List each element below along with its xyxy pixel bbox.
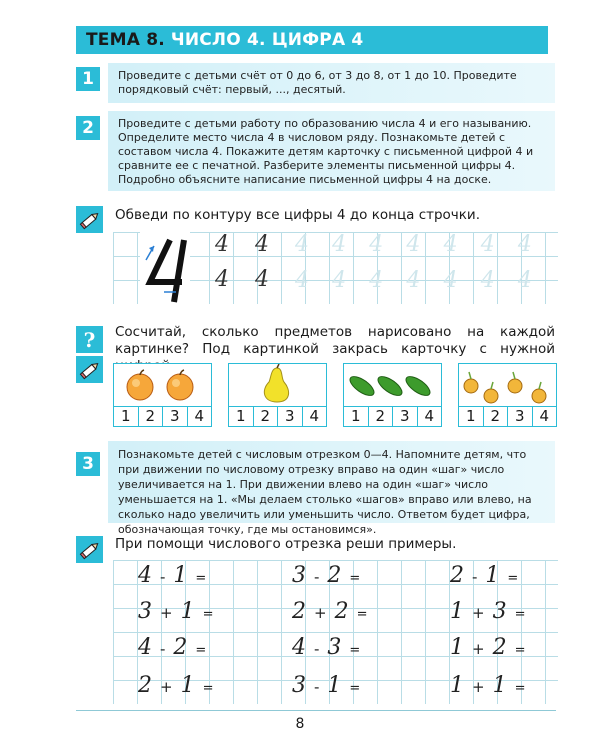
trace-digit[interactable]: 4 [332, 268, 347, 293]
trace-digit[interactable]: 4 [295, 232, 309, 257]
digit-card[interactable]: 4 [539, 407, 550, 425]
trace-digit[interactable]: 4 [443, 232, 458, 257]
digit-card[interactable]: 4 [424, 407, 435, 425]
example-operand: 1 [485, 563, 500, 588]
math-example[interactable] [138, 563, 206, 589]
example-equals: = [349, 681, 361, 696]
example-operand: 1 [180, 599, 195, 624]
trace-digit[interactable]: 4 [480, 232, 495, 257]
digit-card[interactable]: 2 [254, 407, 279, 426]
example-operator: + [472, 678, 485, 696]
example-operator: + [160, 678, 173, 696]
big-digit-four [140, 230, 190, 308]
digit-card[interactable]: 3 [393, 407, 418, 426]
example-operator: + [314, 604, 327, 622]
pear-icon [229, 364, 325, 406]
example-operand: 2 [292, 599, 306, 624]
math-example[interactable] [450, 673, 525, 699]
digit-cards-3[interactable] [343, 406, 442, 427]
digit-card[interactable]: 2 [484, 407, 509, 426]
example-operand: 1 [450, 673, 464, 698]
trace-digit[interactable]: 4 [406, 232, 421, 257]
example-operand: 2 [450, 563, 464, 588]
example-operator: + [160, 604, 173, 622]
number-line-instruction: При помощи числового отрезка реши примеры. [115, 536, 457, 552]
trace-digit[interactable]: 4 [406, 268, 421, 293]
digit-card[interactable]: 2 [139, 407, 164, 426]
example-operand: 4 [138, 635, 152, 660]
example-equals: = [514, 681, 526, 696]
pencil-icon [76, 356, 103, 383]
example-equals: = [195, 643, 207, 658]
example-operator: - [314, 568, 320, 586]
trace-digit[interactable]: 4 [480, 268, 495, 293]
topic-number: ТЕМА 8. [86, 30, 165, 50]
digit-card[interactable]: 3 [278, 407, 303, 426]
math-example[interactable] [450, 599, 525, 625]
example-operator: - [472, 568, 478, 586]
footer-line [76, 710, 556, 711]
example-operand: 2 [334, 599, 349, 624]
digit-card[interactable]: 4 [194, 407, 205, 425]
example-operand: 3 [327, 635, 342, 660]
example-equals: = [349, 571, 361, 586]
example-operand: 1 [450, 599, 464, 624]
pencil-icon [76, 536, 103, 563]
example-operand: 3 [138, 599, 152, 624]
trace-digit[interactable]: 4 [332, 232, 347, 257]
digit-card[interactable]: 3 [163, 407, 188, 426]
big-digit-box [140, 230, 190, 308]
note-number-1: 1 [76, 67, 100, 91]
trace-digit[interactable]: 4 [443, 268, 458, 293]
note-number-3: 3 [76, 452, 100, 476]
math-example[interactable] [292, 673, 360, 699]
example-equals: = [202, 681, 214, 696]
example-operand: 4 [292, 635, 306, 660]
apple-icons [114, 364, 210, 406]
cucumber-icons [344, 364, 440, 406]
math-example[interactable] [292, 563, 360, 589]
sample-digit-3: 4 [215, 267, 229, 292]
digit-card[interactable]: 1 [114, 407, 139, 426]
example-operand: 2 [138, 673, 152, 698]
math-example[interactable] [292, 599, 367, 625]
onion-icons [459, 364, 555, 406]
example-operand: 1 [327, 673, 342, 698]
trace-digit[interactable]: 4 [369, 232, 384, 257]
trace-instruction: Обведи по контуру все цифры 4 до конца строчки. [115, 207, 481, 223]
example-equals: = [356, 607, 368, 622]
trace-digit[interactable]: 4 [295, 268, 309, 293]
digit-card[interactable]: 1 [459, 407, 484, 426]
example-operand: 1 [492, 673, 507, 698]
digit-cards-4[interactable] [458, 406, 557, 427]
digit-card[interactable]: 3 [508, 407, 533, 426]
example-equals: = [202, 607, 214, 622]
math-example[interactable] [450, 635, 525, 661]
digit-cards-2[interactable] [228, 406, 327, 427]
example-operator: - [160, 568, 166, 586]
example-operand: 3 [292, 563, 306, 588]
digit-card[interactable]: 4 [309, 407, 320, 425]
example-equals: = [195, 571, 207, 586]
math-example[interactable] [138, 673, 213, 699]
count-instruction: Сосчитай, сколько предметов нарисовано на каждой картинке? Под картинкой закрась карточку с нужной [115, 324, 555, 357]
digit-cards-1[interactable] [113, 406, 212, 427]
example-operator: - [160, 640, 166, 658]
sample-digit-2: 4 [255, 232, 269, 257]
example-equals: = [514, 607, 526, 622]
teacher-note-1: Проведите с детьми счёт от 0 до 6, от 3 до 8, от 1 до 10. Проведите порядковый счёт: первый, ..., десятый. [108, 63, 555, 103]
example-operand: 1 [450, 635, 464, 660]
trace-digit[interactable]: 4 [517, 268, 532, 293]
note-number-2: 2 [76, 116, 100, 140]
teacher-note-3: Познакомьте детей с числовым отрезком 0—4. Напомните детям, что при движении по числовому отрезку вправо на один «шаг» число увеличивается на 1. При движении влево на один «шаг» число уменьшается на 1. «Мы делаем столько «шагов» вправо или влево, на сколько надо увеличить или уменьшить число. Ответом будет цифра, обозначающая точку, где мы остановимся». [108, 441, 555, 523]
math-example[interactable] [450, 563, 518, 589]
question-icon: ? [76, 326, 103, 353]
example-operand: 1 [180, 673, 195, 698]
topic-header [76, 26, 548, 54]
trace-digit[interactable]: 4 [517, 232, 532, 257]
example-equals: = [349, 643, 361, 658]
example-operand: 2 [492, 635, 507, 660]
example-operand: 2 [173, 635, 188, 660]
digit-card[interactable]: 1 [344, 407, 369, 426]
digit-card[interactable]: 1 [229, 407, 254, 426]
example-operand: 2 [327, 563, 342, 588]
example-operator: + [472, 604, 485, 622]
example-operand: 4 [138, 563, 152, 588]
pencil-icon [76, 206, 103, 233]
example-operator: + [472, 640, 485, 658]
math-example[interactable] [138, 599, 213, 625]
digit-card[interactable]: 2 [369, 407, 394, 426]
teacher-note-2: Проведите с детьми работу по образованию числа 4 и его называнию. Определите место числа 4 в числовом ряду. Познакомьте детей с составом числа 4. Покажите детям карточку с письменной цифрой 4 и сравните ее с печатной. Разберите элементы письменной цифры 4. Подробно объясните написание письменной цифры 4 на доске. [108, 111, 555, 191]
example-operator: - [314, 640, 320, 658]
example-operator: - [314, 678, 320, 696]
trace-digits[interactable] [295, 232, 555, 304]
example-operand: 1 [173, 563, 188, 588]
topic-title: ЧИСЛО 4. ЦИФРА 4 [170, 30, 364, 50]
math-example[interactable] [292, 635, 360, 661]
math-example[interactable] [138, 635, 206, 661]
example-operand: 3 [292, 673, 306, 698]
sample-digit-1: 4 [215, 232, 229, 257]
page-number: 8 [295, 716, 305, 732]
example-operand: 3 [492, 599, 507, 624]
sample-digit-4: 4 [255, 267, 269, 292]
trace-digit[interactable]: 4 [369, 268, 384, 293]
example-equals: = [514, 643, 526, 658]
example-equals: = [507, 571, 519, 586]
